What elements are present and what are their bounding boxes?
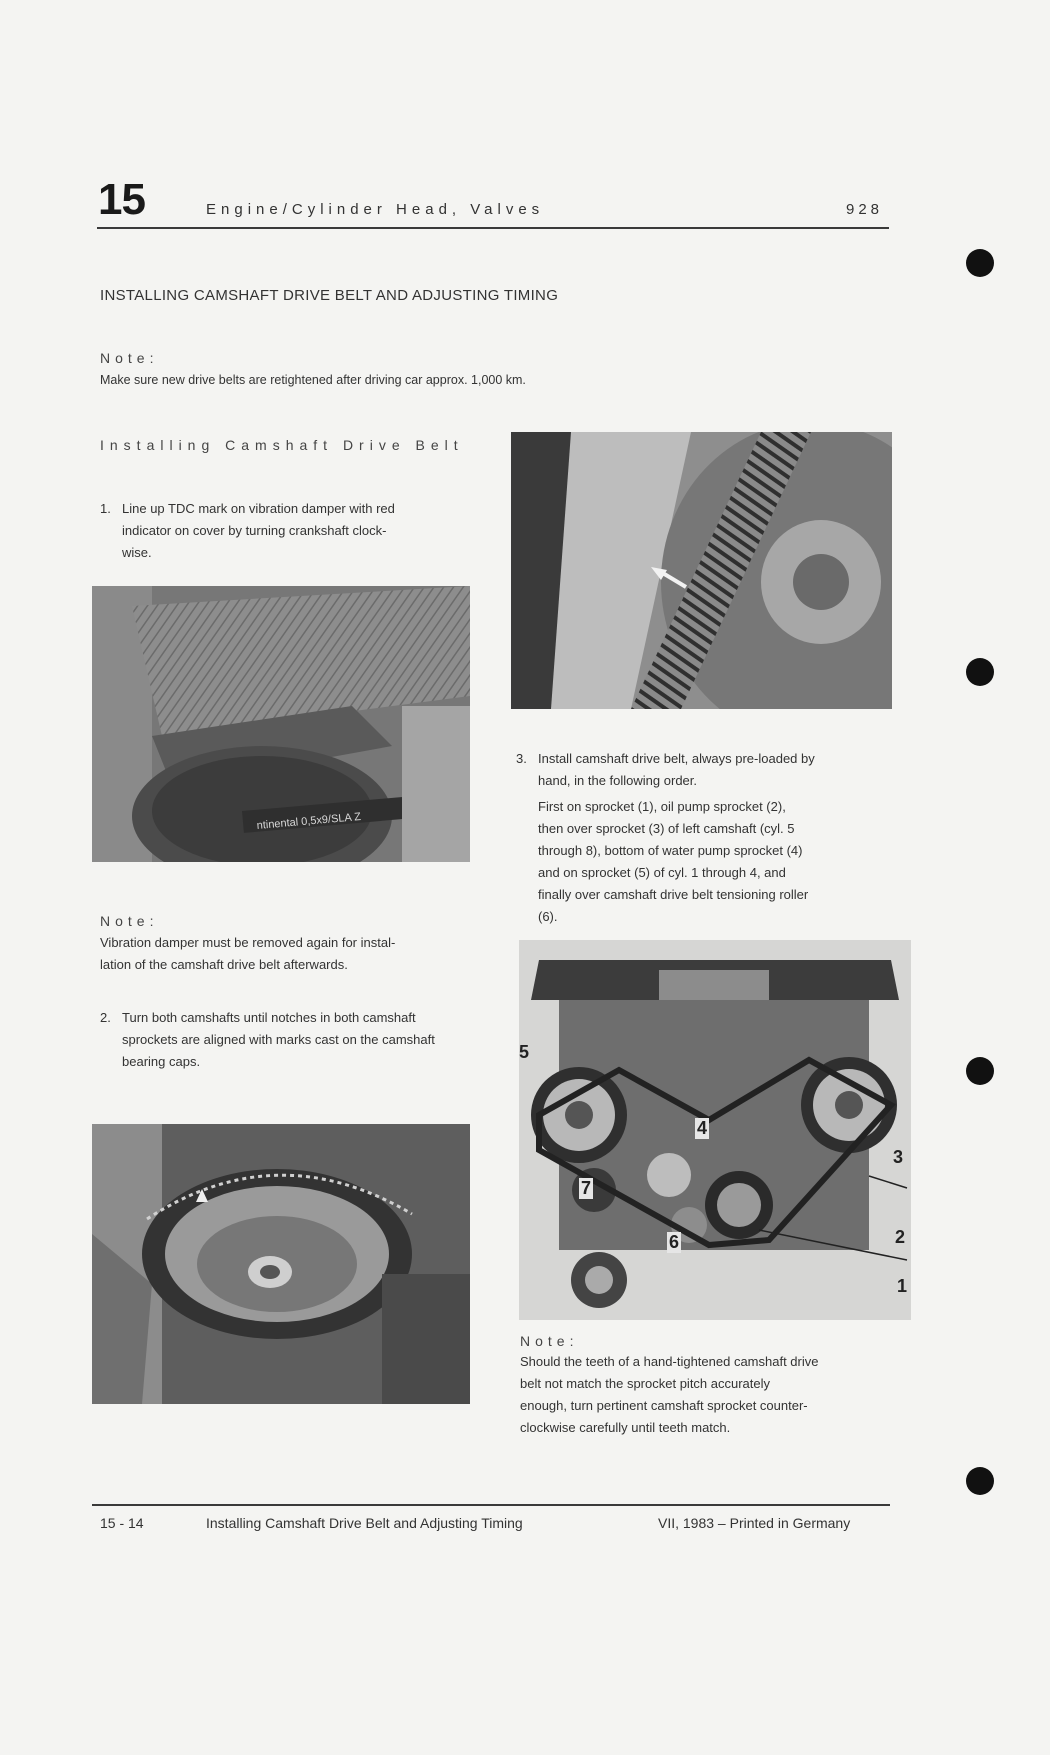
photo-engine-belt-routing-image	[519, 940, 911, 1320]
step-line: bearing caps.	[122, 1054, 201, 1069]
note-line: clockwise carefully until teeth match.	[520, 1420, 731, 1435]
photo-camshaft-sprocket-image	[92, 1124, 470, 1404]
step-number: 2.	[100, 1010, 111, 1025]
step-line: sprockets are aligned with marks cast on the camshaft	[122, 1032, 435, 1047]
step-line: wise.	[122, 545, 152, 560]
step-3	[516, 748, 916, 928]
step-line: Turn both camshafts until notches in both camshaft	[122, 1010, 416, 1025]
note-label: Note:	[520, 1333, 579, 1349]
note-line: Should the teeth of a hand-tightened camshaft drive	[520, 1354, 819, 1369]
subheading: Installing Camshaft Drive Belt	[100, 437, 464, 453]
page-number: 15 - 14	[100, 1515, 144, 1531]
step-text	[122, 498, 395, 564]
step-line: indicator on cover by turning crankshaft clock-	[122, 523, 387, 538]
callout-1: 1	[897, 1276, 908, 1296]
callout-7: 7	[581, 1178, 592, 1198]
photo-belt-mark-image	[511, 432, 892, 709]
photo-vibration-damper-image	[92, 586, 470, 862]
callout-3: 3	[893, 1147, 904, 1167]
footer-edition: VII, 1983 – Printed in Germany	[658, 1515, 851, 1531]
step-number: 3.	[516, 751, 527, 766]
chapter-number: 15	[98, 175, 145, 224]
photo-camshaft-sprocket	[92, 1124, 470, 1404]
note-line: lation of the camshaft drive belt afterwards.	[100, 957, 348, 972]
section-title: INSTALLING CAMSHAFT DRIVE BELT AND ADJUSTING TIMING	[100, 287, 559, 304]
note-line: Vibration damper must be removed again for instal-	[100, 935, 396, 950]
binder-hole	[966, 658, 994, 686]
step-line: through 8), bottom of water pump sprocket (4)	[538, 843, 803, 858]
photo-engine-belt-routing	[519, 940, 911, 1320]
step-line: (6).	[538, 909, 558, 924]
note-label: Note:	[100, 913, 159, 929]
note-label: Note:	[100, 350, 159, 366]
footer-title: Installing Camshaft Drive Belt and Adjusting Timing	[206, 1515, 523, 1531]
belt-label: ntinental 0,5x9/SLA Z	[256, 810, 362, 832]
callout-4: 4	[697, 1118, 708, 1138]
binder-hole	[966, 249, 994, 277]
chapter-title: Engine/Cylinder Head, Valves	[206, 201, 545, 218]
step-2	[100, 1007, 520, 1077]
callout-2: 2	[895, 1227, 906, 1247]
binder-hole	[966, 1057, 994, 1085]
note-text: Make sure new drive belts are retightened after driving car approx. 1,000 km.	[100, 373, 526, 387]
note-line: enough, turn pertinent camshaft sprocket counter-	[520, 1398, 808, 1413]
note-text	[100, 932, 395, 976]
step-line: then over sprocket (3) of left camshaft (cyl. 5	[538, 821, 795, 836]
step-line: Line up TDC mark on vibration damper with red	[122, 501, 395, 516]
step-text	[538, 748, 815, 928]
photo-vibration-damper	[92, 586, 470, 862]
photo-belt-mark	[511, 432, 892, 709]
binder-hole	[966, 1467, 994, 1495]
step-1	[100, 498, 480, 568]
step-line: finally over camshaft drive belt tensioning roller	[538, 887, 809, 902]
header-rule	[97, 227, 889, 229]
callout-6: 6	[669, 1232, 680, 1252]
step-text	[122, 1007, 435, 1073]
step-line: Install camshaft drive belt, always pre-loaded by	[538, 751, 815, 766]
step-line: First on sprocket (1), oil pump sprocket (2),	[538, 799, 786, 814]
footer-rule	[92, 1504, 890, 1506]
note-text	[520, 1351, 818, 1439]
step-line: and on sprocket (5) of cyl. 1 through 4, and	[538, 865, 786, 880]
step-number: 1.	[100, 501, 111, 516]
note-line: belt not match the sprocket pitch accurately	[520, 1376, 771, 1391]
step-line: hand, in the following order.	[538, 773, 697, 788]
model-number: 928	[846, 201, 884, 218]
callout-5: 5	[519, 1042, 530, 1062]
